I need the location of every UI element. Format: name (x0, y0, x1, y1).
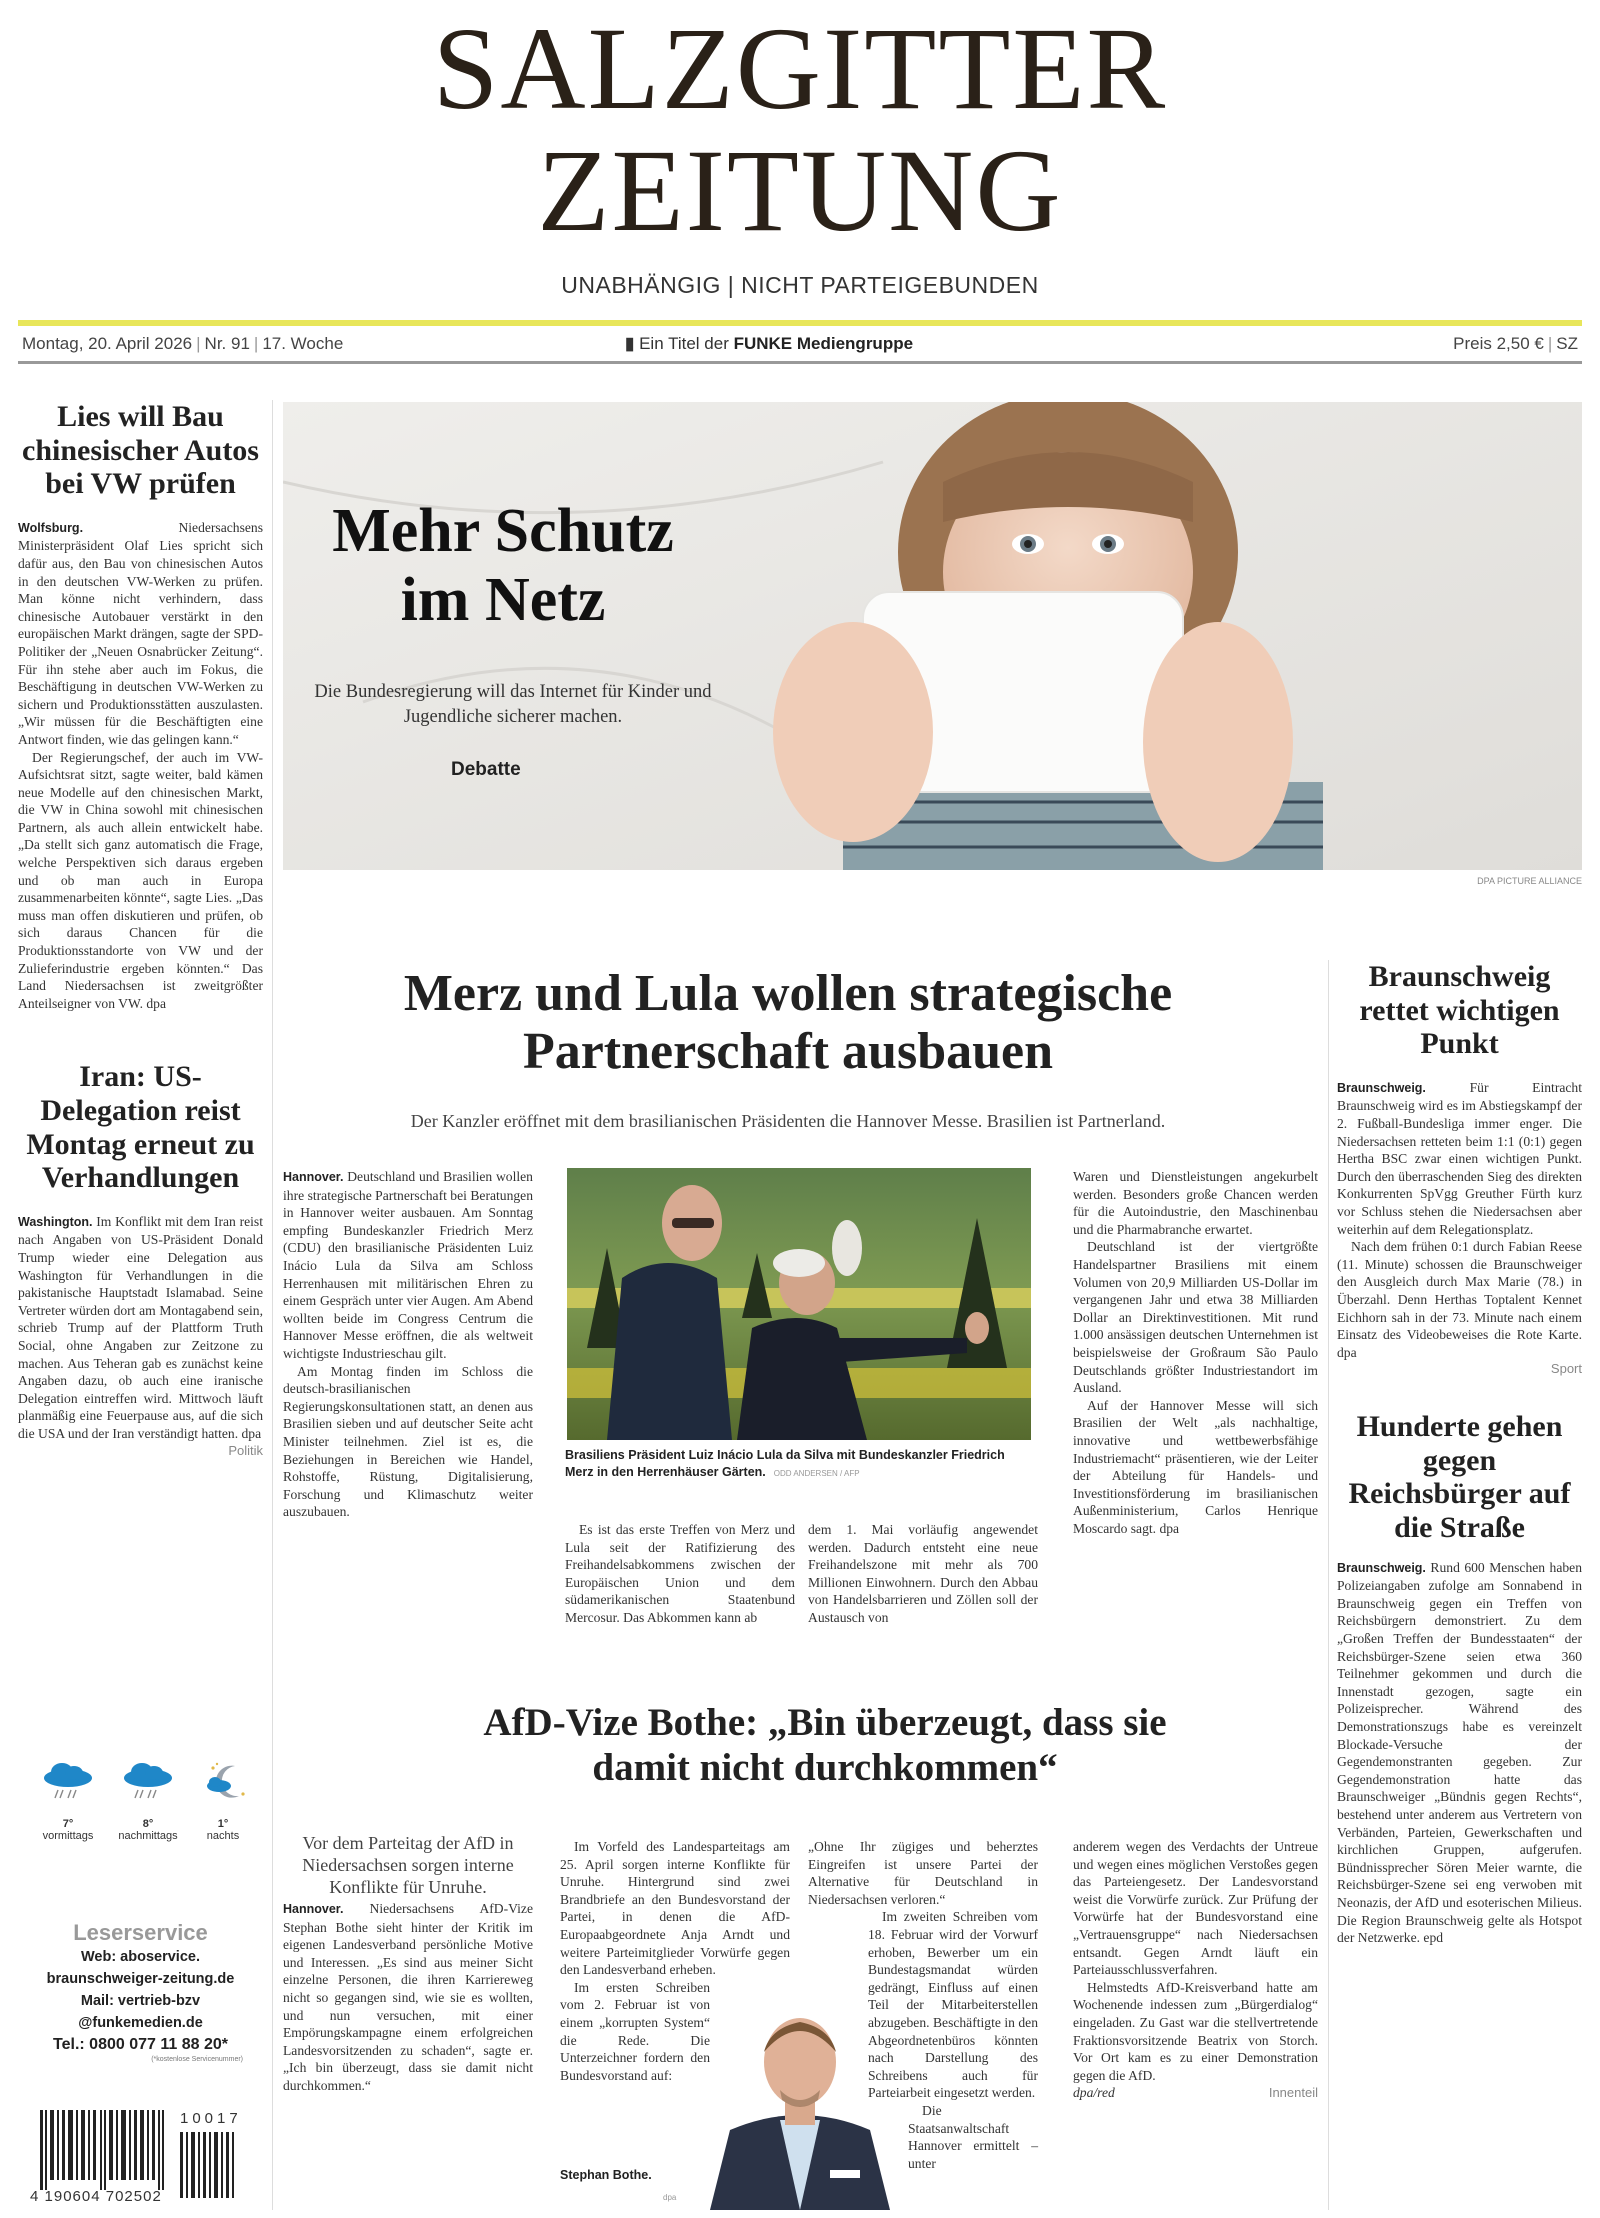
story-paragraph: Im zweiten Schreiben vom 18. Februar wird der Vorwurf erhoben, Bewerber um ein Bundestagsmandat würden gedrängt, Einfluss auf einen Teil der Mitarbeiterstellen abzugeben. Beschäftigte in den Abgeordnetenbüros könnten nach Darstellung des Schreibens auch für Parteiarbeit eingesetzt werden. (868, 1909, 1038, 2101)
story-paragraph: Helmstedts AfD-Kreisverband hatte am Wochenende indessen zum „Bürgerdialog“ eingeladen. Zu Gast war die stellvertretende Fraktionsvorsitzende Beatrix von Storch. Vor Ort kam es zu einer Demonstration gegen die AfD. (1073, 1979, 1318, 2083)
edition-code: SZ (1556, 334, 1578, 353)
weather-period: nachts (206, 1830, 240, 1842)
slogan: UNABHÄNGIG | NICHT PARTEIGEBUNDEN (561, 272, 1039, 298)
dateline: Braunschweig. (1337, 1080, 1426, 1095)
service-phone-note: (*kostenlose Servicenummer) (151, 2056, 243, 2063)
lead-photo-credit: ODD ANDERSEN / AFP (773, 1469, 860, 1478)
right-column (1337, 960, 1582, 1947)
weather-afternoon (108, 1760, 188, 1842)
story-paragraph: Waren und Dienstleistungen angekurbelt werden. Besonders große Chancen werden für die Autoindustrie, den Maschinenbau und die Pharmabranche erwartet. (1073, 1169, 1318, 1237)
ressort-label[interactable]: Innenteil (1268, 2085, 1318, 2101)
barcode-number: 4 190604 702502 (30, 2188, 162, 2205)
lead-column-2 (565, 1521, 795, 1627)
lead-column-1 (283, 1168, 533, 1521)
left-column (18, 400, 263, 1458)
story-body (18, 1213, 263, 1443)
moon-cloud-icon (193, 1760, 253, 1810)
signoff: dpa/red (1073, 2085, 1115, 2101)
afd-column-1 (283, 1900, 533, 2095)
story-paragraph: Der Regierungschef, der auch im VW-Aufsichtsrat sitzt, sagte weiter, bald kämen neue Modelle auf den chinesischen Markt, die VW in China sowohl mit chinesischen Partnern, als auch allein entwickelt habe. „Da stellt sich ganz automatisch die Frage, welche Perspektiven sich daraus ergeben und ob man auch in Europa zusammenarbeiten könnte“, sagte Lies. „Das muss man offen diskutieren und prüfen, ob sich daraus Chancen für die Produktionsstandorte von VW und der Zulieferindustrie ergeben könnten.“ Das Land Niedersachsen ist zweitgrößter Anteilseigner von VW. dpa (18, 749, 263, 1011)
service-web-label[interactable]: Web: aboservice. (80, 1949, 200, 1965)
afd-column-4 (1073, 1838, 1318, 2102)
column-divider (272, 400, 273, 2210)
story-paragraph: Die Staatsanwaltschaft Hannover ermittelt – unter (908, 2102, 1038, 2171)
story-paragraph: Hannover. Deutschland und Brasilien wollen ihre strategische Partnerschaft bei Beratungen in Hannover weiter ausbauen. Am Sonntag empfing Bundeskanzler Friedrich Merz (CDU) den brasilianische Präsidenten Luiz Inácio Lula da Silva am Schloss Herrenhausen mit militärischen Ehren zu einem Gespräch unter vier Augen. Am Abend wollten beide im Congress Centrum die Hannover Messe eröffnen, die als weltweit wichtigste Industrieschau gilt. (283, 1169, 533, 1361)
story-body (1337, 1559, 1582, 1947)
barcode-addon: 10017 (180, 2110, 242, 2127)
barcode (30, 2110, 270, 2210)
afd-deck: Vor dem Parteitag der AfD in Niedersachsen sorgen interne Konflikte für Unruhe. (302, 1833, 514, 1897)
afd-headline[interactable]: AfD-Vize Bothe: „Bin überzeugt, dass sie damit nicht durchkommen“ (483, 1701, 1167, 1789)
newspaper-title-line2: ZEITUNG (537, 125, 1063, 256)
issue-week: 17. Woche (262, 334, 344, 353)
lead-column-3 (808, 1521, 1038, 1627)
story-paragraph: Am Montag finden im Schloss die deutsch-brasilianischen Regierungskonsultationen statt, an denen aus Brasilien sieben und auf deutscher Seite acht Minister teilnehmen. Ziel ist es, die Beziehungen in Bereichen wie Handel, Rohstoffe, Rüstung, Digitalisierung, Forschung und Klimaschutz weiter auszubauen. (283, 1363, 533, 1520)
reader-service-title: Leserservice (73, 1920, 208, 1945)
weather-forecast (18, 1760, 263, 1870)
price: Preis 2,50 € (1453, 334, 1544, 353)
masthead (0, 0, 1600, 360)
service-phone[interactable]: Tel.: 0800 077 11 88 20* (53, 2036, 228, 2053)
reader-service-box (18, 1920, 263, 2063)
dateline: Washington. (18, 1214, 93, 1229)
hero-subtitle: Die Bundesregierung will das Internet für Kinder und Jugendliche sicherer machen. (314, 682, 712, 727)
lead-photo-caption: Brasiliens Präsident Luiz Inácio Lula da Silva mit Bundeskanzler Friedrich Merz in den Herrenhäuser Gärten. ODD ANDERSEN / AFP (565, 1448, 1005, 1479)
story-paragraph: Nach dem frühen 0:1 durch Fabian Reese (11. Minute) schossen die Braunschweiger den Ausgleich durch Max Marie (78.) in Überzahl. Denn Herthas Toptalent Kennet Eichhorn sah in der 73. Minute nach einem Einsatz des Videobeweises die Rote Karte. dpa (1337, 1239, 1582, 1360)
lead-column-4 (1073, 1168, 1318, 1537)
story-paragraph: „Ohne Ihr zügiges und beherztes Eingreifen ist unsere Partei der Alternative für Deutschland in Niedersachsen verloren.“ (808, 1839, 1038, 1907)
hero-title[interactable]: Mehr Schutz im Netz (332, 497, 674, 635)
rain-cloud-icon (118, 1760, 178, 1810)
story-body (18, 519, 263, 1013)
story-headline[interactable]: Lies will Bau chinesischer Autos bei VW prüfen (22, 400, 259, 501)
weather-period: nachmittags (118, 1830, 178, 1842)
bothe-photo[interactable] (700, 2000, 900, 2210)
accent-rule (18, 320, 1582, 326)
hero-teaser[interactable] (283, 402, 1582, 870)
story-paragraph: Auf der Hannover Messe will sich Brasilien der Welt „als nachhaltige, innovative und wettbewerbsfähige Industriemacht“ präsentieren, wie der Leiter der Abteilung für Handels- und Investitionsförderung im brasilianischen Außenministerium, Carlos Henrique Moscardo sagt. dpa (1073, 1397, 1318, 1536)
weather-night (183, 1760, 263, 1842)
publisher-info (625, 334, 913, 354)
portrait-photo (700, 2000, 900, 2210)
hero-photo-credit: DPA PICTURE ALLIANCE (1477, 876, 1582, 886)
edition-date-info: Montag, 20. April 2026 | Nr. 91 | 17. Woche (22, 334, 344, 353)
column-divider (1328, 960, 1329, 2210)
price-info: Preis 2,50 € | SZ (1453, 334, 1578, 353)
photo-caption-name: Stephan Bothe. (560, 2168, 652, 2182)
service-mail-domain[interactable]: @funkemedien.de (78, 2015, 203, 2031)
story-paragraph: Braunschweig. Rund 600 Menschen haben Polizeiangaben zufolge am Sonnabend in Braunschweig gegen ein Treffen von Reichsbürgern demonstriert. Zu dem „Großen Treffen der Bundesstaaten“ der Reichsbürger-Szene seien etwa 360 Teilnehmer gekommen und durch die Innenstadt gezogen, sagte ein Polizeisprecher. Während des Demonstrationszugs habe es vereinzelt Blockade-Versuche der Gegendemonstranten gegeben. Zur Gegendemonstration hatte das Braunschweiger „Bündnis gegen Rechts“, bestehend unter anderem aus Vertretern von Verbänden, Parteien, Gewerkschaften und kirchlichen Gruppen, aufgerufen. Bündnissprecher Sören Meier warnte, die Reichsbürger-Szene sei eng verwoben mit Neonazis, der AfD und esoterischen Milieus. Die Region Braunschweig gelte als Hotspot der Netzwerke. epd (1337, 1559, 1582, 1946)
dateline: Braunschweig. (1337, 1560, 1426, 1575)
lead-photo[interactable] (567, 1168, 1031, 1440)
story-headline[interactable]: Iran: US-Delegation reist Montag erneut zu Verhandlungen (26, 1060, 255, 1195)
bothe-photo-credit: dpa (663, 2193, 677, 2202)
hero-photo (283, 402, 1582, 870)
dateline: Hannover. (283, 1170, 344, 1184)
issue-number: Nr. 91 (204, 334, 250, 353)
service-web-domain[interactable]: braunschweiger-zeitung.de (46, 1971, 235, 1987)
merz-lula-photo (567, 1168, 1031, 1440)
story-headline[interactable]: Hunderte gehen gegen Reichsbürger auf die Straße (1348, 1410, 1571, 1545)
weather-period: vormittags (42, 1830, 94, 1842)
story-paragraph: Wolfsburg. Niedersachsens Ministerpräsident Olaf Lies spricht sich dafür aus, den Bau von chinesischen Autos in den deutschen VW-Werken zu prüfen. Man könne nicht verhindern, dass chinesische Autobauer verstärkt in den europäischen Markt drängen, sagte der SPD-Politiker der „Neuen Osnabrücker Zeitung“. Für ihn stehe aber auch im Fokus, die Beschäftigung in deutschen VW-Werken zu sichern und Produktionsstätten auszulasten. „Wir müssen für die Beschäftigten eine Antwort finden, wie das gelingen kann.“ (18, 519, 263, 747)
lead-headline[interactable]: Merz und Lula wollen strategische Partnerschaft ausbauen (403, 965, 1173, 1080)
story-braunschweig-football[interactable] (1337, 960, 1582, 1376)
story-lies-vw[interactable] (18, 400, 263, 1012)
story-paragraph: dem 1. Mai vorläufig angewendet werden. Dadurch entsteht eine neue Freihandelszone mit mehr als 700 Millionen Einwohnern. Durch den Abbau von Handelsbarrieren und Zöllen soll der Austausch von (808, 1522, 1038, 1625)
story-paragraph: Deutschland ist der viertgrößte Handelspartner Brasiliens mit einem Volumen von 20,9 Milliarden US-Dollar im vergangenen Jahr und etwa 38 Milliarden Dollar an Direktinvestitionen. Mit rund 1.000 ansässigen deutschen Unternehmen ist beispielsweise der Großraum São Paulo Deutschlands größter Industriestandort im Ausland. (1073, 1239, 1318, 1396)
story-paragraph: Braunschweig. Für Eintracht Braunschweig wird es im Abstiegskampf der 2. Fußball-Bundesliga immer enger. Die Niedersachsen retteten beim 1:1 (0:1) gegen Hertha BSC zwar einen wichtigen Punkt. Durch den überraschenden Sieg des direkten Konkurrenten SpVgg Greuther Fürth kurz vor Schluss stehen die Niedersachsen aber weiterhin auf dem Relegationsplatz. (1337, 1079, 1582, 1237)
newspaper-title-line1: SALZGITTER (432, 3, 1168, 134)
hero-ressort-link[interactable]: Debatte (451, 759, 521, 780)
header-divider (18, 361, 1582, 364)
funke-logo-icon: ▮ (625, 334, 635, 353)
dateline: Wolfsburg. (18, 520, 84, 535)
service-mail-label[interactable]: Mail: vertrieb-bzv (80, 1993, 201, 2009)
weather-temperature: 7° (62, 1818, 74, 1830)
rain-cloud-icon (38, 1760, 98, 1810)
edition-info-bar (18, 332, 1582, 360)
issue-date: Montag, 20. April 2026 (22, 334, 193, 353)
story-paragraph: Hannover. Niedersachsens AfD-Vize Stephan Bothe sieht hinter der Kritik im eigenen Landesverband persönliche Motive und Interessen. „Es sind aus meiner Sicht einzelne Personen, die ihren Karriereweg nicht so gegangen sind, wie sie es wollten, und nun versuchen, mit einer Empörungskampagne einem erfolgreichen Landesvorsitzenden zu schaden“, sagte er. „Ich bin überzeugt, dass sie damit nicht durchkommen.“ (283, 1901, 533, 2093)
weather-temperature: 1° (217, 1818, 229, 1830)
ressort-label[interactable]: Sport (1550, 1361, 1582, 1377)
story-body (1337, 1079, 1582, 1362)
story-paragraph: Im ersten Schreiben vom 2. Februar ist von einem „korrupten System“ die Rede. Die Unterzeichner fordern den Bundesvorstand auf: (560, 1979, 710, 2083)
story-iran-delegation[interactable] (18, 1060, 263, 1457)
ressort-label[interactable]: Politik (228, 1442, 263, 1458)
weather-temperature: 8° (142, 1818, 154, 1830)
story-paragraph: Im Vorfeld des Landesparteitags am 25. April sorgen interne Konflikte für Unruhe. Hintergrund sind zwei Brandbriefe an den Bundesvorstand der Partei, in denen die AfD-Europaabgeordnete Anja Arndt und weitere Parteimitglieder Vorwürfe gegen den Landesverband erheben. (560, 1839, 790, 1978)
story-paragraph: Washington. Im Konflikt mit dem Iran reist nach Angaben von US-Präsident Donald Trump wieder eine Delegation aus Washington für Verhandlungen in die pakistanische Hauptstadt Islamabad. Seine Vertreter würden dort am Montagabend sein, schrieb Trump auf der Plattform Truth Social, ohne Angaben zur Zeitzone zu machen. Aus Teheran gab es zunächst keine Angaben dazu, ob auch eine iranische Delegation eintreffen wird. Mittwoch läuft planmäßig eine Feuerpause aus, auf die sich die USA und der Iran verständigt hatten. dpa (18, 1213, 263, 1441)
publisher-prefix: Ein Titel der (639, 334, 729, 353)
dateline: Hannover. (283, 1902, 344, 1916)
publisher-name: FUNKE Mediengruppe (733, 334, 914, 353)
weather-morning (28, 1760, 108, 1842)
story-paragraph: Es ist das erste Treffen von Merz und Lula seit der Ratifizierung des Freihandelsabkommens zwischen der Europäischen Union und dem südamerikanischen Staatenbund Mercosur. Das Abkommen kann ab (565, 1522, 795, 1625)
story-paragraph: anderem wegen des Verdachts der Untreue und wegen eines möglichen Verstoßes gegen das Parteiengesetz. Der Landesvorstand weist die Vorwürfe zurück. Zur Prüfung der Vorwürfe hat der Bundesvorstand eine „Vertrauensgruppe“ nach Niedersachsen entsandt. Gegen Arndt läuft ein Parteiausschlussverfahren. (1073, 1839, 1318, 1978)
story-headline[interactable]: Braunschweig rettet wichtigen Punkt (1359, 960, 1560, 1061)
story-reichsbuerger-demo[interactable] (1337, 1410, 1582, 1946)
lead-deck: Der Kanzler eröffnet mit dem brasilianischen Präsidenten die Hannover Messe. Brasilien ist Partnerland. (410, 1111, 1166, 1131)
